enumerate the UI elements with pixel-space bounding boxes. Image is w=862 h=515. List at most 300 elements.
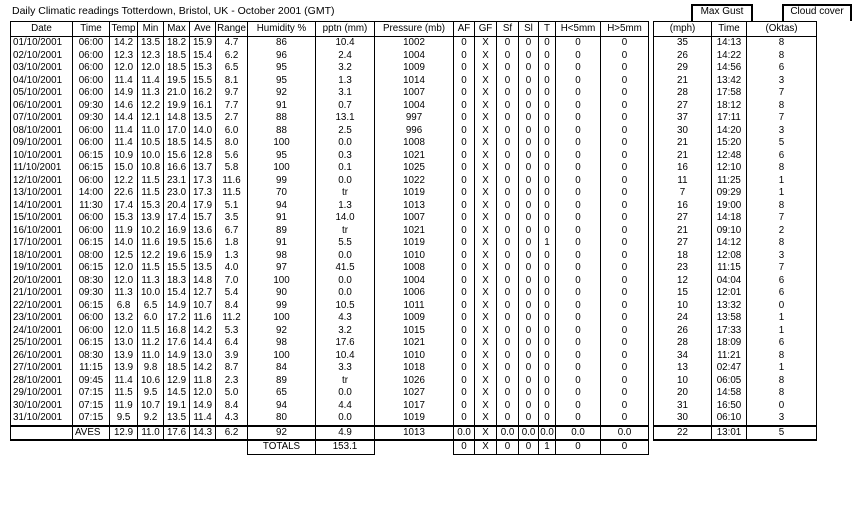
cell-hail-large: 0 — [601, 287, 649, 300]
cell-max: 15.4 — [164, 287, 190, 300]
cell-cloud: 6 — [747, 62, 817, 75]
cell-pptn: 10.5 — [316, 300, 375, 313]
cell-range: 5.0 — [216, 387, 248, 400]
table-row — [11, 287, 817, 300]
cloud-cover-title: Cloud cover — [790, 6, 844, 17]
max-gust-header-box — [691, 4, 753, 21]
cell-min: 9.5 — [138, 387, 164, 400]
cell-date: 16/10/2001 — [11, 225, 73, 238]
cell-humidity: 95 — [248, 62, 316, 75]
cell-hail-small: 0 — [556, 387, 601, 400]
cell-gf: X — [475, 237, 497, 250]
cell-hail-small: 0 — [556, 225, 601, 238]
cell-max: 18.3 — [164, 275, 190, 288]
totals-blank — [649, 440, 817, 454]
cell-sl: 0 — [519, 175, 539, 188]
cell-date: 05/10/2001 — [11, 87, 73, 100]
cell-range: 3.9 — [216, 350, 248, 363]
cell-range: 6.7 — [216, 225, 248, 238]
cell-pressure: 1004 — [375, 100, 454, 113]
cell-gf: X — [475, 162, 497, 175]
cell-gust: 35 — [654, 37, 712, 50]
cell-gust-time: 14:56 — [712, 62, 747, 75]
cell-gust: 16 — [654, 200, 712, 213]
aves-cell: 13:01 — [712, 426, 747, 441]
table-row — [11, 350, 817, 363]
cell-humidity: 98 — [248, 250, 316, 263]
cell-time: 09:30 — [73, 100, 110, 113]
cell-af: 0 — [454, 275, 475, 288]
cell-gust-time: 14:22 — [712, 50, 747, 63]
cell-gust-time: 12:08 — [712, 250, 747, 263]
cell-date: 23/10/2001 — [11, 312, 73, 325]
table-row — [11, 237, 817, 250]
cell-humidity: 65 — [248, 387, 316, 400]
cell-sl: 0 — [519, 150, 539, 163]
cell-humidity: 80 — [248, 412, 316, 426]
cell-cloud: 6 — [747, 337, 817, 350]
cell-t: 0 — [539, 125, 556, 138]
cell-t: 1 — [539, 237, 556, 250]
cell-gf: X — [475, 312, 497, 325]
cell-time: 06:00 — [73, 125, 110, 138]
cell-t: 0 — [539, 187, 556, 200]
cell-date: 19/10/2001 — [11, 262, 73, 275]
cell-gust: 21 — [654, 75, 712, 88]
totals-blank — [375, 440, 454, 454]
cell-min: 12.1 — [138, 112, 164, 125]
cell-temp: 12.0 — [110, 275, 138, 288]
cell-time: 11:30 — [73, 200, 110, 213]
cell-hail-small: 0 — [556, 312, 601, 325]
cell-t: 0 — [539, 212, 556, 225]
cell-af: 0 — [454, 350, 475, 363]
table-row — [11, 200, 817, 213]
cell-pptn: 41.5 — [316, 262, 375, 275]
cell-pressure: 1025 — [375, 162, 454, 175]
table-row — [11, 162, 817, 175]
cell-hail-large: 0 — [601, 225, 649, 238]
cell-time: 06:00 — [73, 175, 110, 188]
cell-hail-large: 0 — [601, 175, 649, 188]
aves-cell: 1013 — [375, 426, 454, 441]
cell-t: 0 — [539, 300, 556, 313]
cell-humidity: 95 — [248, 150, 316, 163]
cell-range: 3.5 — [216, 212, 248, 225]
cell-humidity: 90 — [248, 287, 316, 300]
cell-pptn: 0.1 — [316, 162, 375, 175]
cell-sf: 0 — [497, 125, 519, 138]
cell-cloud: 6 — [747, 150, 817, 163]
cell-sl: 0 — [519, 387, 539, 400]
cell-humidity: 88 — [248, 112, 316, 125]
cell-humidity: 98 — [248, 337, 316, 350]
cell-pressure: 1018 — [375, 362, 454, 375]
cell-t: 0 — [539, 62, 556, 75]
cell-gust-time: 15:20 — [712, 137, 747, 150]
cell-gust: 21 — [654, 150, 712, 163]
cell-af: 0 — [454, 362, 475, 375]
page-title: Daily Climatic readings Totterdown, Bristol, UK - October 2001 (GMT) — [12, 5, 335, 17]
cell-sl: 0 — [519, 200, 539, 213]
cell-gust: 27 — [654, 212, 712, 225]
cell-pressure: 1007 — [375, 212, 454, 225]
cell-max: 15.6 — [164, 150, 190, 163]
cell-gust-time: 17:58 — [712, 87, 747, 100]
cell-sl: 0 — [519, 275, 539, 288]
cell-ave: 14.2 — [190, 325, 216, 338]
cell-af: 0 — [454, 87, 475, 100]
cell-sf: 0 — [497, 387, 519, 400]
cell-gust: 27 — [654, 237, 712, 250]
cell-temp: 12.2 — [110, 175, 138, 188]
cell-pptn: 4.3 — [316, 312, 375, 325]
cell-humidity: 89 — [248, 375, 316, 388]
cell-date: 01/10/2001 — [11, 37, 73, 50]
cell-time: 06:00 — [73, 37, 110, 50]
cell-ave: 14.5 — [190, 137, 216, 150]
cell-humidity: 99 — [248, 300, 316, 313]
cell-af: 0 — [454, 75, 475, 88]
col-gf: GF — [475, 22, 497, 37]
col-gust: (mph) — [654, 22, 712, 37]
cell-range: 4.7 — [216, 37, 248, 50]
totals-cell: 1 — [539, 440, 556, 454]
cell-cloud: 1 — [747, 312, 817, 325]
cell-humidity: 94 — [248, 400, 316, 413]
cell-gust: 29 — [654, 62, 712, 75]
table-row — [11, 325, 817, 338]
cell-ave: 14.4 — [190, 337, 216, 350]
cell-min: 10.2 — [138, 225, 164, 238]
cell-gf: X — [475, 50, 497, 63]
cell-af: 0 — [454, 225, 475, 238]
cell-sf: 0 — [497, 162, 519, 175]
cell-sl: 0 — [519, 212, 539, 225]
cell-temp: 12.0 — [110, 62, 138, 75]
cell-gust-time: 12:48 — [712, 150, 747, 163]
cell-gust-time: 17:11 — [712, 112, 747, 125]
cell-cloud: 0 — [747, 400, 817, 413]
cell-af: 0 — [454, 150, 475, 163]
cell-pressure: 997 — [375, 112, 454, 125]
cell-date: 29/10/2001 — [11, 387, 73, 400]
cell-humidity: 91 — [248, 212, 316, 225]
cell-time: 06:00 — [73, 212, 110, 225]
cell-hail-small: 0 — [556, 62, 601, 75]
cell-ave: 13.5 — [190, 112, 216, 125]
cell-sf: 0 — [497, 150, 519, 163]
cell-gust-time: 14:58 — [712, 387, 747, 400]
cell-af: 0 — [454, 337, 475, 350]
cell-sl: 0 — [519, 412, 539, 426]
cell-temp: 14.0 — [110, 237, 138, 250]
cell-sl: 0 — [519, 225, 539, 238]
cell-gf: X — [475, 387, 497, 400]
cell-cloud: 8 — [747, 237, 817, 250]
cell-gust-time: 14:13 — [712, 37, 747, 50]
cell-time: 08:00 — [73, 250, 110, 263]
cell-pressure: 1002 — [375, 37, 454, 50]
cell-cloud: 8 — [747, 162, 817, 175]
cell-max: 13.5 — [164, 412, 190, 426]
cell-gust-time: 16:50 — [712, 400, 747, 413]
cell-max: 14.9 — [164, 300, 190, 313]
cell-range: 11.5 — [216, 187, 248, 200]
cell-humidity: 91 — [248, 100, 316, 113]
cell-time: 06:15 — [73, 300, 110, 313]
cell-af: 0 — [454, 387, 475, 400]
cell-t: 0 — [539, 225, 556, 238]
table-row — [11, 275, 817, 288]
cell-time: 06:15 — [73, 150, 110, 163]
aves-cell: X — [475, 426, 497, 441]
aves-cell: 0.0 — [497, 426, 519, 441]
cell-hail-large: 0 — [601, 375, 649, 388]
cell-min: 12.3 — [138, 50, 164, 63]
cell-hail-large: 0 — [601, 250, 649, 263]
cell-t: 0 — [539, 75, 556, 88]
table-row — [11, 262, 817, 275]
cell-af: 0 — [454, 162, 475, 175]
cell-af: 0 — [454, 187, 475, 200]
cell-date: 30/10/2001 — [11, 400, 73, 413]
cell-gust: 21 — [654, 137, 712, 150]
cell-max: 23.0 — [164, 187, 190, 200]
cell-range: 5.6 — [216, 150, 248, 163]
cell-temp: 15.3 — [110, 212, 138, 225]
cell-temp: 11.5 — [110, 387, 138, 400]
cell-pressure: 1011 — [375, 300, 454, 313]
cell-time: 11:15 — [73, 362, 110, 375]
cell-hail-small: 0 — [556, 125, 601, 138]
cell-pressure: 1006 — [375, 287, 454, 300]
col-sf: Sf — [497, 22, 519, 37]
cell-date: 07/10/2001 — [11, 112, 73, 125]
cell-pptn: 0.3 — [316, 150, 375, 163]
cell-sf: 0 — [497, 312, 519, 325]
cell-pressure: 1010 — [375, 350, 454, 363]
cell-max: 17.6 — [164, 337, 190, 350]
cell-hail-small: 0 — [556, 112, 601, 125]
cell-cloud: 8 — [747, 200, 817, 213]
cell-pressure: 1014 — [375, 75, 454, 88]
cell-ave: 17.3 — [190, 175, 216, 188]
cell-hail-small: 0 — [556, 337, 601, 350]
cell-time: 14:00 — [73, 187, 110, 200]
cell-date: 06/10/2001 — [11, 100, 73, 113]
cell-date: 24/10/2001 — [11, 325, 73, 338]
cell-pressure: 996 — [375, 125, 454, 138]
averages-row — [11, 426, 817, 441]
col-pptn: pptn (mm) — [316, 22, 375, 37]
table-row — [11, 112, 817, 125]
aves-cell: 11.0 — [138, 426, 164, 441]
cell-ave: 11.8 — [190, 375, 216, 388]
cell-date: 09/10/2001 — [11, 137, 73, 150]
cell-gf: X — [475, 412, 497, 426]
cell-af: 0 — [454, 262, 475, 275]
cell-gf: X — [475, 275, 497, 288]
cell-date: 27/10/2001 — [11, 362, 73, 375]
cell-date: 20/10/2001 — [11, 275, 73, 288]
cell-time: 08:30 — [73, 350, 110, 363]
header-row — [11, 22, 817, 37]
cell-date: 17/10/2001 — [11, 237, 73, 250]
cell-gust: 16 — [654, 162, 712, 175]
cell-ave: 12.7 — [190, 287, 216, 300]
cell-ave: 15.9 — [190, 250, 216, 263]
table-row — [11, 37, 817, 50]
cell-min: 10.8 — [138, 162, 164, 175]
cell-temp: 13.2 — [110, 312, 138, 325]
cell-hail-large: 0 — [601, 37, 649, 50]
cell-gust-time: 09:29 — [712, 187, 747, 200]
cell-min: 13.9 — [138, 212, 164, 225]
totals-label: TOTALS — [248, 440, 316, 454]
cell-sl: 0 — [519, 162, 539, 175]
cell-t: 0 — [539, 325, 556, 338]
cell-range: 4.0 — [216, 262, 248, 275]
cell-min: 11.5 — [138, 187, 164, 200]
cell-sf: 0 — [497, 200, 519, 213]
cell-pptn: 4.4 — [316, 400, 375, 413]
cell-sf: 0 — [497, 325, 519, 338]
cell-range: 11.6 — [216, 175, 248, 188]
cell-hail-small: 0 — [556, 187, 601, 200]
cell-hail-large: 0 — [601, 412, 649, 426]
cell-max: 16.8 — [164, 325, 190, 338]
cell-max: 19.6 — [164, 250, 190, 263]
table-row — [11, 362, 817, 375]
cell-hail-small: 0 — [556, 262, 601, 275]
cell-pptn: 2.5 — [316, 125, 375, 138]
cell-gust: 28 — [654, 337, 712, 350]
cell-hail-large: 0 — [601, 212, 649, 225]
cell-hail-large: 0 — [601, 50, 649, 63]
cell-sl: 0 — [519, 337, 539, 350]
cell-date: 13/10/2001 — [11, 187, 73, 200]
cell-ave: 13.7 — [190, 162, 216, 175]
cell-af: 0 — [454, 50, 475, 63]
cell-sf: 0 — [497, 400, 519, 413]
cell-date: 04/10/2001 — [11, 75, 73, 88]
cell-ave: 17.3 — [190, 187, 216, 200]
max-gust-title: Max Gust — [700, 6, 744, 17]
cell-t: 0 — [539, 337, 556, 350]
cell-range: 7.7 — [216, 100, 248, 113]
cell-hail-large: 0 — [601, 350, 649, 363]
cell-temp: 14.6 — [110, 100, 138, 113]
cell-time: 06:00 — [73, 312, 110, 325]
table-row — [11, 187, 817, 200]
cell-hail-small: 0 — [556, 237, 601, 250]
cell-pptn: 14.0 — [316, 212, 375, 225]
cell-min: 13.5 — [138, 37, 164, 50]
cell-cloud: 1 — [747, 325, 817, 338]
cell-time: 09:45 — [73, 375, 110, 388]
cell-pressure: 1022 — [375, 175, 454, 188]
table-row — [11, 62, 817, 75]
cell-t: 0 — [539, 37, 556, 50]
cell-sf: 0 — [497, 137, 519, 150]
cell-sl: 0 — [519, 75, 539, 88]
cell-gust-time: 14:12 — [712, 237, 747, 250]
cell-max: 20.4 — [164, 200, 190, 213]
cell-min: 11.5 — [138, 325, 164, 338]
cell-sl: 0 — [519, 287, 539, 300]
cell-gust: 37 — [654, 112, 712, 125]
col-t: T — [539, 22, 556, 37]
cell-gf: X — [475, 37, 497, 50]
cell-gust: 23 — [654, 262, 712, 275]
cell-gust-time: 11:21 — [712, 350, 747, 363]
cell-temp: 11.3 — [110, 287, 138, 300]
cell-gust-time: 09:10 — [712, 225, 747, 238]
cell-gf: X — [475, 225, 497, 238]
cell-t: 0 — [539, 375, 556, 388]
totals-cell: 0 — [519, 440, 539, 454]
cell-min: 11.2 — [138, 337, 164, 350]
cell-ave: 12.0 — [190, 387, 216, 400]
cell-humidity: 89 — [248, 225, 316, 238]
cell-range: 8.0 — [216, 137, 248, 150]
cell-humidity: 88 — [248, 125, 316, 138]
cell-gf: X — [475, 112, 497, 125]
cell-max: 16.9 — [164, 225, 190, 238]
cell-cloud: 8 — [747, 37, 817, 50]
cell-max: 21.0 — [164, 87, 190, 100]
cell-pptn: 10.4 — [316, 350, 375, 363]
cell-gust-time: 12:01 — [712, 287, 747, 300]
cell-t: 0 — [539, 387, 556, 400]
cell-t: 0 — [539, 162, 556, 175]
cell-min: 12.2 — [138, 100, 164, 113]
cell-max: 16.6 — [164, 162, 190, 175]
cell-pptn: 0.7 — [316, 100, 375, 113]
cell-af: 0 — [454, 62, 475, 75]
cell-sl: 0 — [519, 125, 539, 138]
col-temp: Temp — [110, 22, 138, 37]
cell-humidity: 86 — [248, 37, 316, 50]
cell-ave: 14.2 — [190, 362, 216, 375]
cell-gust: 31 — [654, 400, 712, 413]
cell-date: 26/10/2001 — [11, 350, 73, 363]
cell-ave: 11.4 — [190, 412, 216, 426]
table-row — [11, 50, 817, 63]
cell-af: 0 — [454, 175, 475, 188]
cell-gust: 11 — [654, 175, 712, 188]
aves-cell: 0.0 — [519, 426, 539, 441]
cell-temp: 10.9 — [110, 150, 138, 163]
cell-date: 25/10/2001 — [11, 337, 73, 350]
cell-humidity: 100 — [248, 350, 316, 363]
cell-sl: 0 — [519, 262, 539, 275]
cell-date: 15/10/2001 — [11, 212, 73, 225]
cell-hail-small: 0 — [556, 50, 601, 63]
cell-date: 10/10/2001 — [11, 150, 73, 163]
cell-hail-large: 0 — [601, 112, 649, 125]
cell-temp: 12.0 — [110, 262, 138, 275]
cell-range: 7.0 — [216, 275, 248, 288]
cell-sf: 0 — [497, 87, 519, 100]
totals-cell: 0 — [556, 440, 601, 454]
cell-sf: 0 — [497, 250, 519, 263]
cell-af: 0 — [454, 237, 475, 250]
cell-hail-large: 0 — [601, 75, 649, 88]
cell-pressure: 1019 — [375, 187, 454, 200]
cell-sl: 0 — [519, 112, 539, 125]
